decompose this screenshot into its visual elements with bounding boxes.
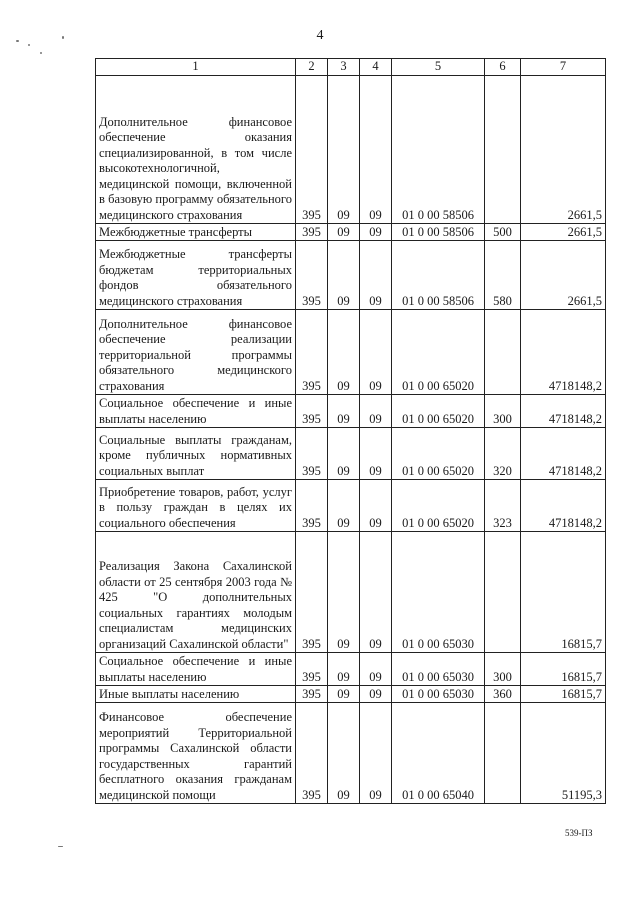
row-col-4-cell: 09 (360, 224, 392, 241)
table-row (96, 480, 606, 532)
row-col-3-cell: 09 (328, 653, 360, 686)
row-name-cell: Межбюджетные трансферты бюджетам территориальных фондов обязательного медицинского страхования (96, 241, 296, 310)
row-col-4-cell: 09 (360, 310, 392, 395)
row-col-4-cell: 09 (360, 480, 392, 532)
row-name-cell: Дополнительное финансовое обеспечение оказания специализированной, в том числе высокотехнологичной, медицинской помощи, включенной в базовую программу обязательного медицинского страхования (96, 76, 296, 224)
row-col-6-cell: 500 (485, 224, 521, 241)
row-col-4-cell: 09 (360, 428, 392, 480)
scan-speck (58, 846, 63, 847)
row-name-cell: Дополнительное финансовое обеспечение реализации территориальной программы обязательного медицинского страхования (96, 310, 296, 395)
row-name-cell: Финансовое обеспечение мероприятий Территориальной программы Сахалинской области государственных гарантий бесплатного оказания гражданам медицинской помощи (96, 703, 296, 804)
row-col-6-cell: 323 (485, 480, 521, 532)
row-col-5-cell: 01 0 00 58506 (392, 241, 485, 310)
header-col-6: 6 (485, 59, 521, 76)
row-col-7-cell: 4718148,2 (521, 428, 606, 480)
row-col-5-cell: 01 0 00 65030 (392, 653, 485, 686)
row-col-7-cell: 2661,5 (521, 76, 606, 224)
row-col-7-cell: 4718148,2 (521, 310, 606, 395)
row-col-3-cell: 09 (328, 703, 360, 804)
row-col-7-cell: 4718148,2 (521, 395, 606, 428)
scan-speck (62, 36, 64, 39)
row-col-4-cell: 09 (360, 532, 392, 653)
row-col-5-cell: 01 0 00 65040 (392, 703, 485, 804)
row-col-5-cell: 01 0 00 65020 (392, 480, 485, 532)
scan-speck (16, 40, 19, 42)
table-row (96, 428, 606, 480)
row-col-2-cell: 395 (296, 703, 328, 804)
row-col-2-cell: 395 (296, 653, 328, 686)
row-col-3-cell: 09 (328, 686, 360, 703)
row-col-7-cell: 51195,3 (521, 703, 606, 804)
row-col-7-cell: 4718148,2 (521, 480, 606, 532)
row-col-3-cell: 09 (328, 395, 360, 428)
row-col-6-cell: 360 (485, 686, 521, 703)
row-name-cell: Иные выплаты населению (96, 686, 296, 703)
row-col-5-cell: 01 0 00 58506 (392, 76, 485, 224)
row-col-7-cell: 16815,7 (521, 686, 606, 703)
table-row (96, 703, 606, 804)
row-col-6-cell: 300 (485, 395, 521, 428)
header-col-2: 2 (296, 59, 328, 76)
row-col-6-cell (485, 703, 521, 804)
row-col-2-cell: 395 (296, 428, 328, 480)
row-col-4-cell: 09 (360, 76, 392, 224)
row-col-3-cell: 09 (328, 224, 360, 241)
row-name-cell: Социальное обеспечение и иные выплаты населению (96, 653, 296, 686)
row-col-5-cell: 01 0 00 65030 (392, 686, 485, 703)
table-row (96, 241, 606, 310)
header-col-7: 7 (521, 59, 606, 76)
table-row (96, 686, 606, 703)
table-header-row (96, 59, 606, 76)
header-col-1: 1 (96, 59, 296, 76)
row-col-3-cell: 09 (328, 310, 360, 395)
row-col-3-cell: 09 (328, 428, 360, 480)
row-name-cell: Реализация Закона Сахалинской области от 25 сентября 2003 года № 425 "О дополнительных социальных гарантиях молодым специалистам медицинских организаций Сахалинской области" (96, 532, 296, 653)
page-number: 4 (316, 28, 324, 43)
row-col-7-cell: 16815,7 (521, 532, 606, 653)
row-col-4-cell: 09 (360, 686, 392, 703)
row-col-7-cell: 2661,5 (521, 224, 606, 241)
row-col-6-cell (485, 310, 521, 395)
header-col-3: 3 (328, 59, 360, 76)
row-col-2-cell: 395 (296, 532, 328, 653)
row-col-6-cell (485, 76, 521, 224)
scan-speck (40, 52, 42, 54)
row-name-cell: Межбюджетные трансферты (96, 224, 296, 241)
table-row (96, 224, 606, 241)
table-row (96, 310, 606, 395)
row-col-4-cell: 09 (360, 703, 392, 804)
row-col-7-cell: 16815,7 (521, 653, 606, 686)
scan-speck (28, 44, 30, 46)
row-col-6-cell (485, 532, 521, 653)
row-col-5-cell: 01 0 00 58506 (392, 224, 485, 241)
row-col-2-cell: 395 (296, 686, 328, 703)
header-col-5: 5 (392, 59, 485, 76)
row-col-5-cell: 01 0 00 65020 (392, 428, 485, 480)
header-col-4: 4 (360, 59, 392, 76)
document-code: 539-ПЗ (565, 828, 593, 838)
row-col-7-cell: 2661,5 (521, 241, 606, 310)
row-col-4-cell: 09 (360, 653, 392, 686)
row-col-2-cell: 395 (296, 310, 328, 395)
row-col-2-cell: 395 (296, 241, 328, 310)
row-col-6-cell: 580 (485, 241, 521, 310)
row-col-2-cell: 395 (296, 76, 328, 224)
row-col-6-cell: 320 (485, 428, 521, 480)
table-row (96, 395, 606, 428)
row-col-3-cell: 09 (328, 76, 360, 224)
budget-table (95, 58, 606, 804)
row-col-5-cell: 01 0 00 65030 (392, 532, 485, 653)
table-body (96, 76, 606, 804)
row-col-3-cell: 09 (328, 532, 360, 653)
row-col-5-cell: 01 0 00 65020 (392, 395, 485, 428)
row-col-2-cell: 395 (296, 395, 328, 428)
row-col-4-cell: 09 (360, 241, 392, 310)
row-col-5-cell: 01 0 00 65020 (392, 310, 485, 395)
row-col-3-cell: 09 (328, 241, 360, 310)
row-name-cell: Приобретение товаров, работ, услуг в пользу граждан в целях их социального обеспечения (96, 480, 296, 532)
row-col-4-cell: 09 (360, 395, 392, 428)
row-col-2-cell: 395 (296, 480, 328, 532)
row-col-2-cell: 395 (296, 224, 328, 241)
table-row (96, 653, 606, 686)
row-col-3-cell: 09 (328, 480, 360, 532)
table-row (96, 76, 606, 224)
table-row (96, 532, 606, 653)
row-col-6-cell: 300 (485, 653, 521, 686)
row-name-cell: Социальное обеспечение и иные выплаты населению (96, 395, 296, 428)
row-name-cell: Социальные выплаты гражданам, кроме публичных нормативных социальных выплат (96, 428, 296, 480)
